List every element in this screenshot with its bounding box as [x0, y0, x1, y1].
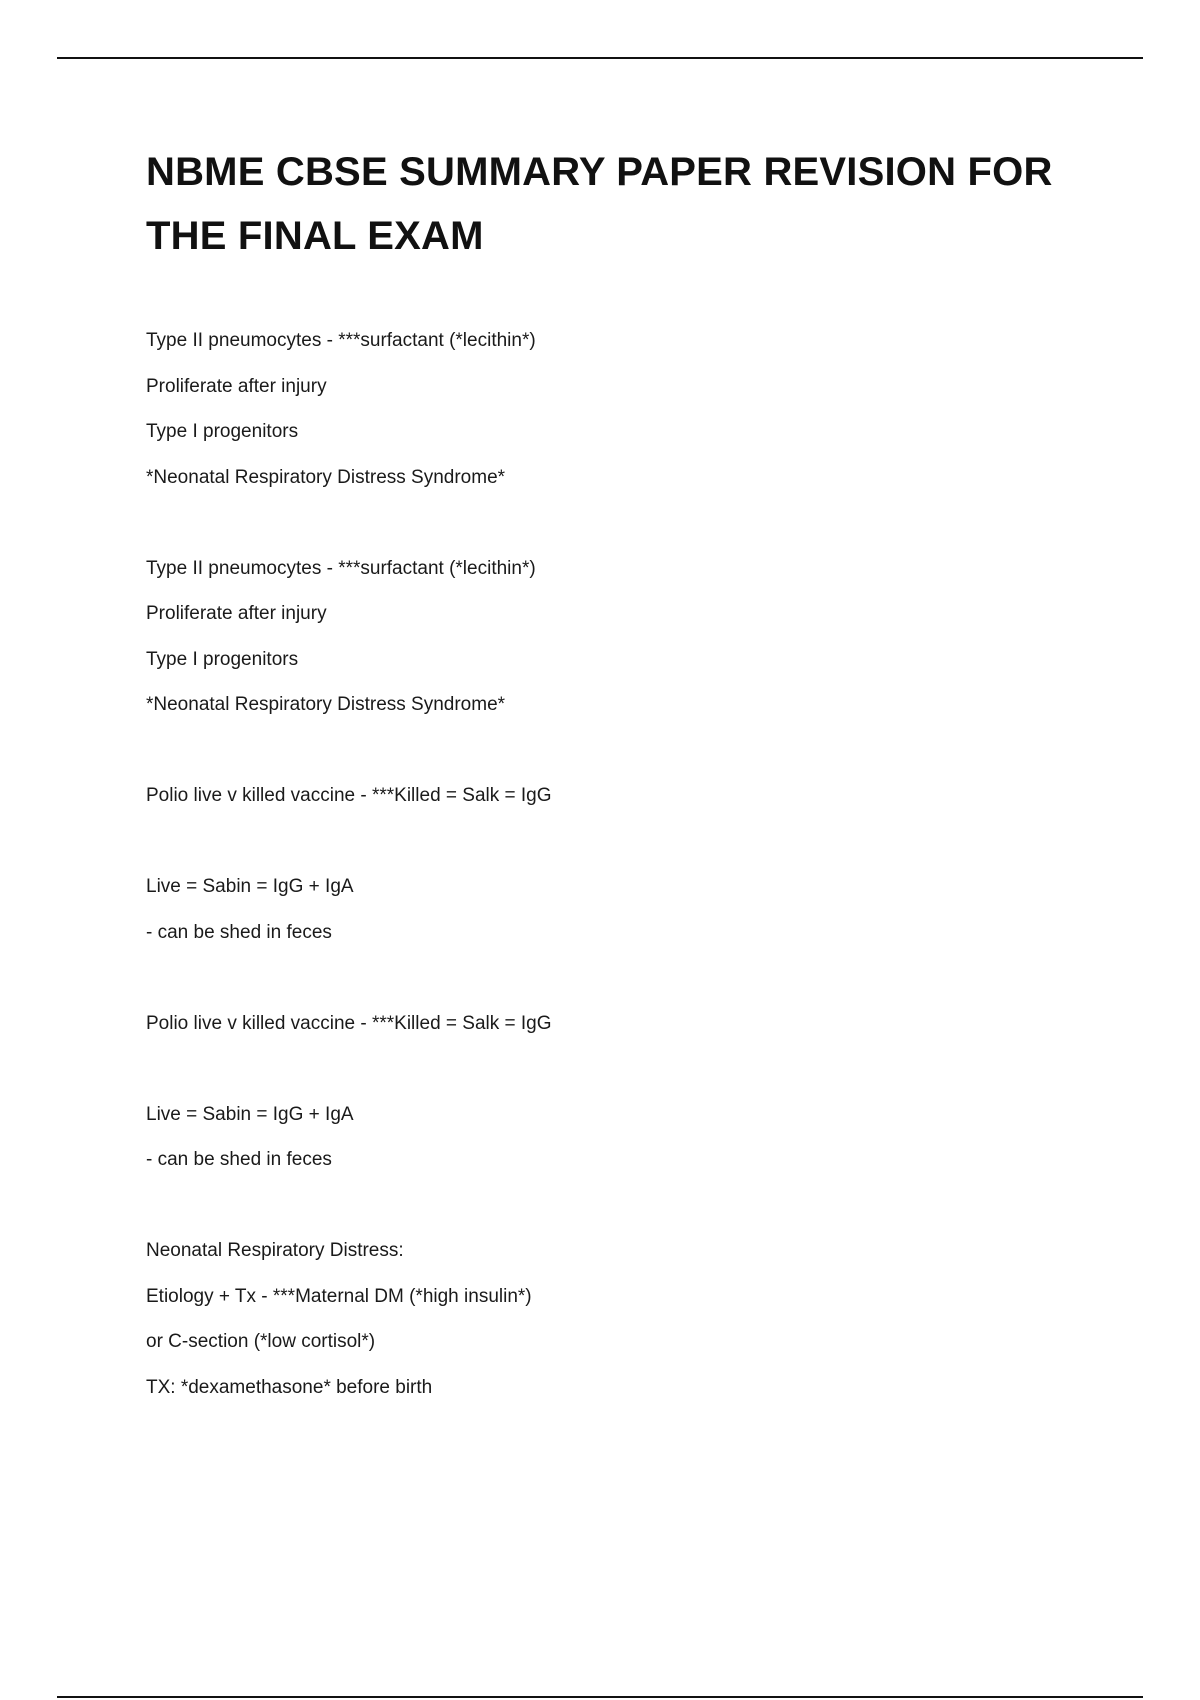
text-line: or C-section (*low cortisol*)	[146, 1331, 376, 1352]
block-spacer	[146, 728, 1086, 774]
text-line: - can be shed in feces	[146, 1149, 332, 1170]
document-page	[146, 140, 1086, 1410]
block-spacer	[146, 500, 1086, 546]
text-line: Etiology + Tx - ***Maternal DM (*high insulin*)	[146, 1285, 532, 1307]
text-block	[146, 773, 1086, 819]
text-line: *Neonatal Respiratory Distress Syndrome*	[146, 694, 506, 715]
document-title	[146, 140, 1086, 268]
text-line: Type I progenitors	[146, 421, 299, 442]
block-spacer	[146, 819, 1086, 865]
footer-rule	[57, 1696, 1143, 1698]
text-line: *Neonatal Respiratory Distress Syndrome*	[146, 466, 506, 488]
text-line: Neonatal Respiratory Distress:	[146, 1240, 404, 1261]
block-spacer	[146, 1046, 1086, 1092]
document-body	[146, 318, 1086, 1410]
text-block	[146, 1092, 1086, 1183]
text-line: Proliferate after injury	[146, 603, 327, 624]
text-line: TX: *dexamethasone* before birth	[146, 1376, 433, 1398]
block-spacer	[146, 1183, 1086, 1229]
text-line: Type II pneumocytes - ***surfactant (*lecithin*)	[146, 557, 536, 579]
text-line: Polio live v killed vaccine - ***Killed = Salk = IgG	[146, 1012, 552, 1034]
text-block	[146, 1228, 1086, 1410]
text-line: Type I progenitors	[146, 648, 299, 670]
text-block	[146, 318, 1086, 500]
title-line: NBME CBSE SUMMARY PAPER REVISION FOR	[146, 150, 1053, 194]
text-line: Live = Sabin = IgG + IgA	[146, 876, 354, 897]
text-line: Polio live v killed vaccine - ***Killed = Salk = IgG	[146, 785, 552, 806]
text-line: Live = Sabin = IgG + IgA	[146, 1103, 354, 1125]
title-line: THE FINAL EXAM	[146, 214, 484, 258]
text-block	[146, 546, 1086, 728]
text-line: - can be shed in feces	[146, 921, 332, 943]
text-block	[146, 1001, 1086, 1047]
text-line: Type II pneumocytes - ***surfactant (*lecithin*)	[146, 330, 536, 351]
text-block	[146, 864, 1086, 955]
block-spacer	[146, 955, 1086, 1001]
text-line: Proliferate after injury	[146, 375, 327, 397]
header-rule	[57, 57, 1143, 59]
